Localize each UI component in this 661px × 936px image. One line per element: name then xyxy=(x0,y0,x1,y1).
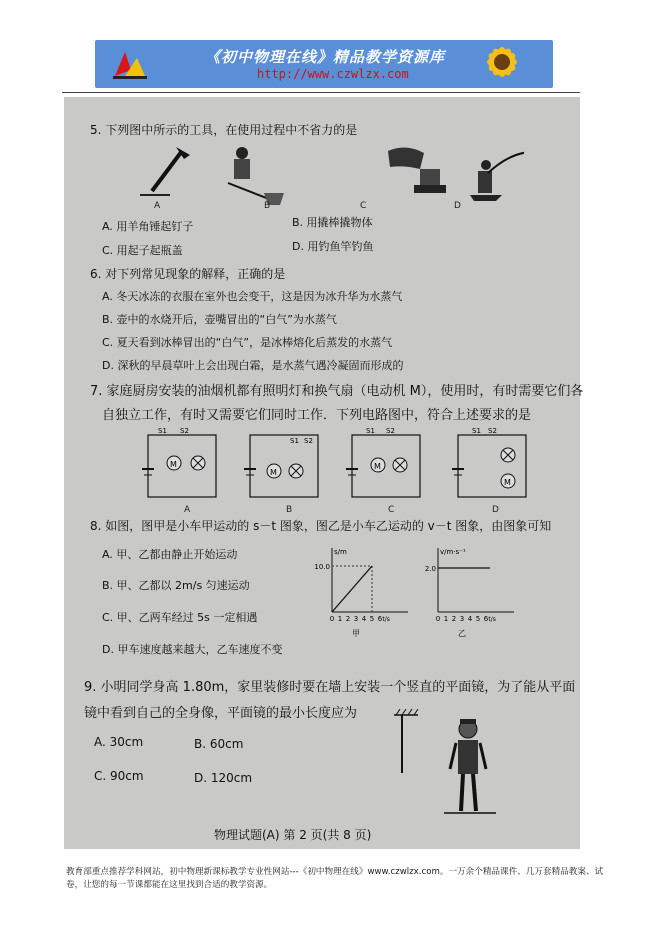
svg-text:M: M xyxy=(270,468,277,477)
circuit-a xyxy=(142,427,216,497)
x-tick-label: 1 xyxy=(337,615,343,623)
q5-option-d: D. 用钓鱼竿钓鱼 xyxy=(292,240,374,253)
svg-text:S1: S1 xyxy=(290,437,299,445)
x-tick-label: 2 xyxy=(451,615,457,623)
bottle-opener-icon xyxy=(388,147,446,193)
vt-chart-yi xyxy=(416,542,526,642)
x-tick-label: 6 xyxy=(377,615,383,623)
x-tick-label: 1 xyxy=(443,615,449,623)
q5-label-c: C xyxy=(360,201,367,211)
q6-stem: 6. 对下列常见现象的解释，正确的是 xyxy=(90,267,286,281)
q6-option-d: D. 深秋的早晨草叶上会出现白霜，是水蒸气遇冷凝固而形成的 xyxy=(102,359,404,372)
x-tick-label: 5 xyxy=(369,615,375,623)
q7-circuit-diagrams xyxy=(134,425,554,520)
crowbar-person-icon xyxy=(228,147,284,205)
site-banner xyxy=(95,40,553,88)
svg-text:M: M xyxy=(170,460,177,469)
banner-url[interactable]: http://www.czwlzx.com xyxy=(257,67,409,81)
x-tick-label: 3 xyxy=(459,615,465,623)
chart-caption: 甲 xyxy=(352,629,360,638)
circuit-b xyxy=(244,435,318,497)
wall-mirror-icon xyxy=(394,709,418,773)
x-tick-label: 4 xyxy=(361,615,367,623)
y-tick-label: 2.0 xyxy=(424,565,436,573)
q9-option-d: D. 120cm xyxy=(194,771,253,785)
q5-option-c: C. 用起子起瓶盖 xyxy=(102,244,183,257)
exam-paper xyxy=(64,97,584,849)
q9-stem-line2: 镜中看到自己的全身像，平面镜的最小长度应为 xyxy=(84,706,358,721)
y-tick-label: 10.0 xyxy=(314,563,330,571)
svg-text:S2: S2 xyxy=(488,427,497,435)
y-axis-label: s/m xyxy=(334,548,347,556)
q5-label-b: B xyxy=(264,201,271,211)
q8-stem: 8. 如图，图甲是小车甲运动的 s－t 图象，图乙是小车乙运动的 v－t 图象，由图象可知 xyxy=(90,519,552,533)
person-icon xyxy=(444,719,496,813)
q5-tools-figure xyxy=(124,143,524,213)
q7-label-c: C xyxy=(388,505,395,515)
x-tick-label: 0 xyxy=(329,615,335,623)
q9-stem-line1: 9. 小明同学身高 1.80m，家里装修时要在墙上安装一个竖直的平面镜，为了能从平面 xyxy=(84,680,576,695)
x-tick-label: 4 xyxy=(467,615,473,623)
x-axis-label: t/s xyxy=(382,616,390,623)
hammer-icon xyxy=(140,147,190,195)
q7-stem-line2: 自独立工作，有时又需要它们同时工作．下列电路图中，符合上述要求的是 xyxy=(102,408,532,423)
chart-caption: 乙 xyxy=(458,629,466,638)
site-footer-note: 教育部重点推荐学科网站，初中物理新课标教学专业性网站---《初中物理在线》www.czwlzx.com。一万余个精品课件、几万套精品教案、试卷，让您的每一节课都能在这里找到合适的教学资源。 xyxy=(66,867,604,890)
q5-option-b: B. 用撬棒撬物体 xyxy=(292,216,373,229)
svg-text:S2: S2 xyxy=(386,427,395,435)
svg-text:S1: S1 xyxy=(158,427,167,435)
svg-text:S1: S1 xyxy=(366,427,375,435)
banner-title: 《初中物理在线》精品教学资源库 xyxy=(205,48,446,66)
q8-option-c: C. 甲、乙两车经过 5s 一定相遇 xyxy=(102,611,258,624)
q8-option-a: A. 甲、乙都由静止开始运动 xyxy=(102,548,238,561)
q5-label-d: D xyxy=(454,201,461,211)
sunflower-icon xyxy=(467,40,537,88)
x-axis-label: t/s xyxy=(488,616,496,623)
q9-option-c: C. 90cm xyxy=(94,769,144,783)
q7-label-b: B xyxy=(286,505,293,515)
page-footer: 物理试题(A) 第 2 页(共 8 页) xyxy=(214,828,372,842)
x-tick-label: 3 xyxy=(353,615,359,623)
site-logo-icon xyxy=(111,46,151,82)
x-tick-label: 5 xyxy=(475,615,481,623)
circuit-d xyxy=(452,427,526,497)
q5-option-a: A. 用羊角锤起钉子 xyxy=(102,220,194,233)
x-tick-label: 2 xyxy=(345,615,351,623)
circuit-c xyxy=(346,427,420,497)
q5-stem: 5. 下列图中所示的工具，在使用过程中不省力的是 xyxy=(90,123,358,137)
q7-stem-line1: 7. 家庭厨房安装的油烟机都有照明灯和换气扇（电动机 M），使用时，有时需要它们各 xyxy=(90,384,584,399)
q6-option-c: C. 夏天看到冰棒冒出的“白气”，是冰棒熔化后蒸发的水蒸气 xyxy=(102,336,393,349)
svg-text:S1: S1 xyxy=(472,427,481,435)
q9-mirror-person-figure xyxy=(384,709,504,821)
q6-option-a: A. 冬天冰冻的衣服在室外也会变干，这是因为冰升华为水蒸气 xyxy=(102,290,403,303)
q6-option-b: B. 壶中的水烧开后，壶嘴冒出的“白气”为水蒸气 xyxy=(102,313,337,326)
svg-text:S2: S2 xyxy=(304,437,313,445)
q9-option-b: B. 60cm xyxy=(194,737,244,751)
q7-label-d: D xyxy=(492,505,499,515)
y-axis-label: v/m·s⁻¹ xyxy=(440,548,466,556)
svg-text:M: M xyxy=(374,462,381,471)
q5-label-a: A xyxy=(154,201,161,211)
series-line xyxy=(332,566,372,612)
q7-label-a: A xyxy=(184,505,191,515)
x-tick-label: 0 xyxy=(435,615,441,623)
fishing-rod-icon xyxy=(470,152,524,201)
banner-divider xyxy=(62,92,580,93)
q9-option-a: A. 30cm xyxy=(94,735,144,749)
svg-text:S2: S2 xyxy=(180,427,189,435)
x-tick-label: 6 xyxy=(483,615,489,623)
q8-option-d: D. 甲车速度越来越大，乙车速度不变 xyxy=(102,643,283,656)
svg-text:M: M xyxy=(504,478,511,487)
q8-option-b: B. 甲、乙都以 2m/s 匀速运动 xyxy=(102,579,250,592)
